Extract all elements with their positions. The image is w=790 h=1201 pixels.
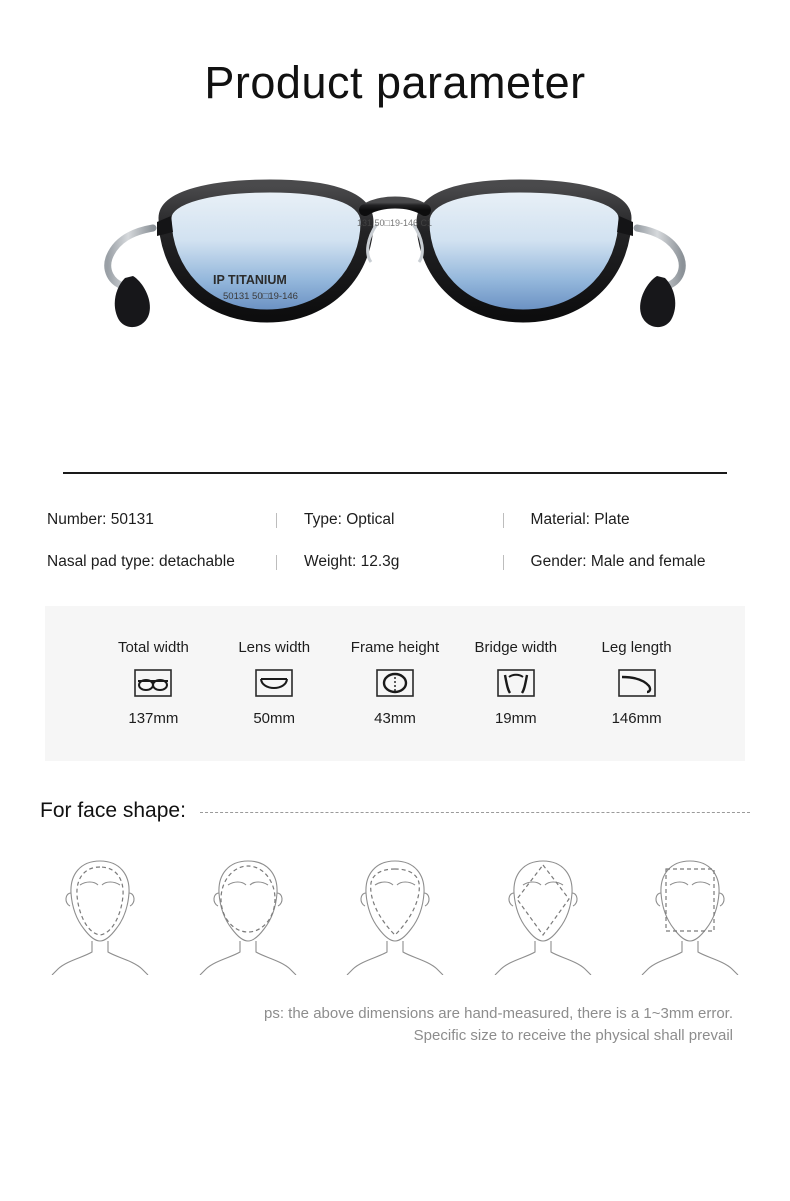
- measurement-label: Lens width: [238, 639, 311, 656]
- spec-weight-label: Weight: 12.3g: [304, 553, 400, 571]
- temple-length-icon: [617, 665, 657, 701]
- face-shape-row: [25, 847, 765, 977]
- spec-type-label: Type: Optical: [304, 511, 395, 529]
- bridge-width-icon: [496, 665, 536, 701]
- spec-separator: [503, 555, 504, 570]
- page-title: Product parameter: [204, 57, 586, 108]
- spec-gender-label: Gender: Male and female: [530, 553, 706, 571]
- spec-nasal-pad-label: Nasal pad type: detachable: [47, 553, 235, 571]
- heart-face-icon: [330, 847, 460, 977]
- frame-brand-print: IP TITANIUM: [213, 272, 287, 287]
- measurement-label: Leg length: [601, 639, 672, 656]
- measurement-bridge-width: [455, 639, 576, 727]
- measurement-value: 19mm: [494, 710, 537, 727]
- spec-material-label: Material: Plate: [530, 511, 630, 529]
- measurement-value: 146mm: [611, 710, 662, 727]
- measurement-frame-height: [335, 639, 456, 727]
- spec-gender: [531, 553, 743, 572]
- footnote: [15, 1003, 775, 1048]
- section-divider: [63, 472, 727, 474]
- spec-number: [47, 511, 276, 530]
- spec-type: [304, 511, 503, 530]
- temple-print: 131 50□19-146 C1: [357, 217, 432, 228]
- spec-row: [47, 542, 743, 584]
- footnote-line-2: Specific size to receive the physical shall prevail: [413, 1027, 733, 1044]
- measurement-value: 50mm: [253, 710, 296, 727]
- spec-material: [531, 511, 743, 530]
- full-frame-icon: [133, 665, 173, 701]
- diamond-face-icon: [478, 847, 608, 977]
- frame-model-print: 50131 50□19-146: [223, 290, 298, 302]
- round-face-icon: [183, 847, 313, 977]
- face-shape-title: For face shape:: [40, 798, 186, 822]
- measurement-total-width: [93, 639, 214, 727]
- spec-weight: [304, 553, 503, 572]
- measurement-value: 43mm: [374, 710, 416, 727]
- footnote-line-1: ps: the above dimensions are hand-measured, there is a 1~3mm error.: [264, 1004, 733, 1022]
- spec-nasal-pad: [47, 553, 276, 572]
- frame-height-icon: [375, 665, 415, 701]
- lens-width-icon: [254, 665, 294, 701]
- measurement-label: Bridge width: [474, 639, 558, 656]
- product-image: [0, 166, 790, 436]
- measurement-leg-length: [576, 639, 697, 727]
- dashed-divider: [200, 812, 750, 813]
- measurement-lens-width: [214, 639, 335, 727]
- spec-separator: [276, 555, 277, 570]
- face-shape-header: [40, 799, 750, 823]
- measurement-label: Total width: [117, 639, 189, 656]
- spec-number-label: Number: 50131: [47, 511, 154, 529]
- measurement-label: Frame height: [350, 639, 440, 656]
- square-face-icon: [625, 847, 755, 977]
- spec-table: [45, 500, 745, 584]
- measurement-value: 137mm: [128, 710, 179, 727]
- eyeglasses-illustration: [95, 166, 695, 356]
- oval-face-icon: [35, 847, 165, 977]
- spec-separator: [503, 513, 504, 528]
- spec-separator: [276, 513, 277, 528]
- spec-row: [47, 500, 743, 542]
- measurement-panel: [45, 606, 745, 761]
